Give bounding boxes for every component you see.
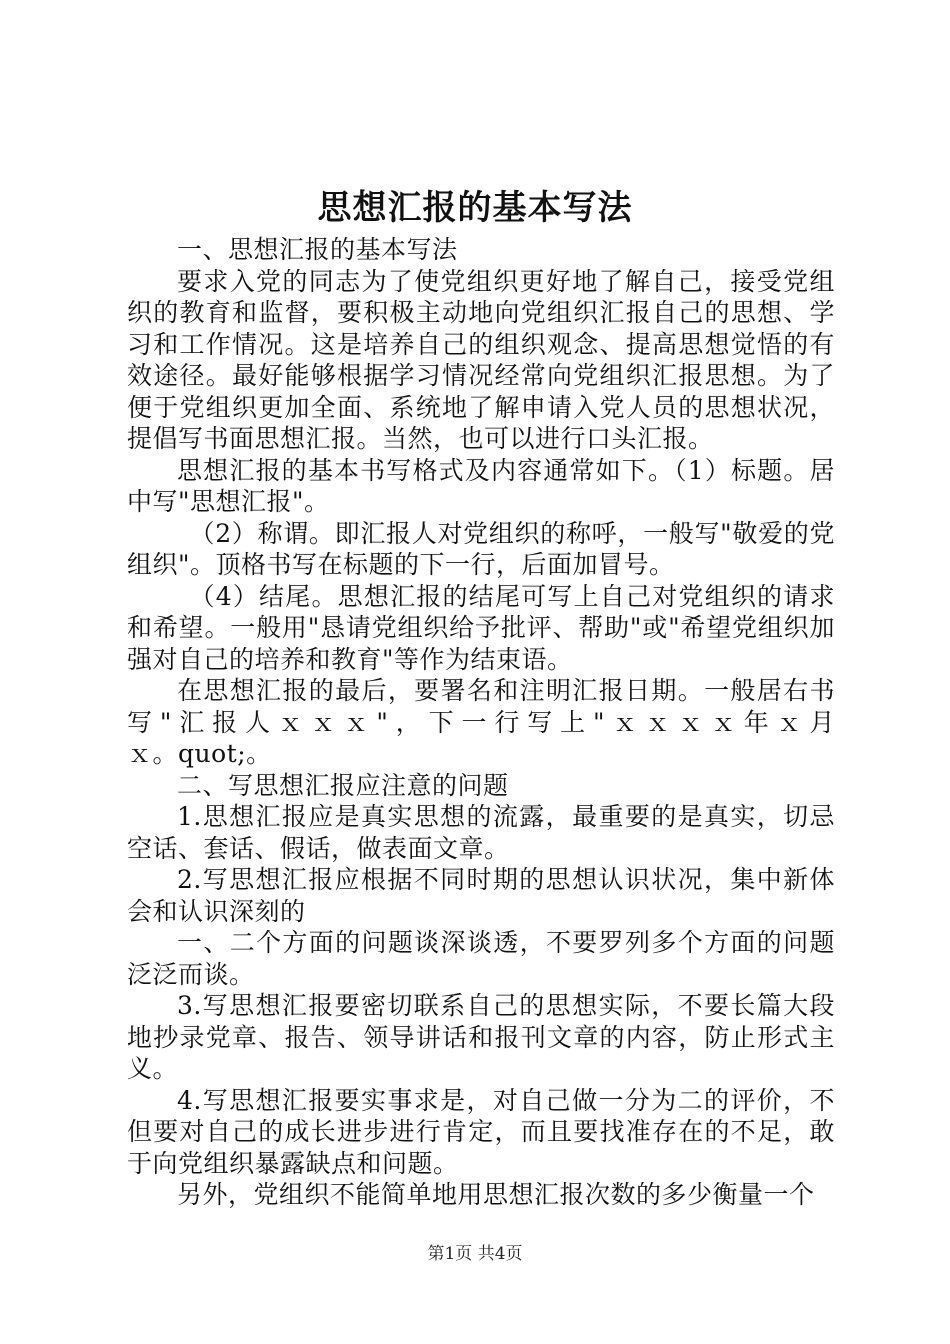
document-body — [127, 234, 835, 1211]
list-item: 2.写思想汇报应根据不同时期的思想认识状况，集中新体会和认识深刻的 — [127, 865, 835, 926]
paragraph: （2）称谓。即汇报人对党组织的称呼，一般写"敬爱的党组织"。顶格书写在标题的下一行，后面加冒号。 — [127, 518, 835, 579]
section-heading-1: 一、思想汇报的基本写法 — [177, 235, 458, 264]
paragraph: 在思想汇报的最后，要署名和注明汇报日期。一般居右书写"汇报人ｘｘｘ"，下一行写上"ｘｘｘｘ年ｘ月 — [127, 676, 835, 737]
paragraph: 另外，党组织不能简单地用思想汇报次数的多少衡量一个 — [177, 1180, 815, 1209]
list-item-continuation: 一、二个方面的问题谈深谈透，不要罗列多个方面的问题泛泛而谈。 — [127, 928, 835, 989]
document-title: 思想汇报的基本写法 — [317, 188, 633, 228]
paragraph: （4）结尾。思想汇报的结尾可写上自己对党组织的请求和希望。一般用"恳请党组织给予批评、帮助"或"希望党组织加强对自己的培养和教育"等作为结束语。 — [127, 581, 835, 674]
section-heading-2: 二、写思想汇报应注意的问题 — [177, 770, 509, 800]
paragraph: 要求入党的同志为了使党组织更好地了解自己，接受党组织的教育和监督，要积极主动地向党组织汇报自己的思想、学习和工作情况。这是培养自己的组织观念、提高思想觉悟的有效途径。最好能够根据学习情况经常向党组织汇报思想。为了便于党组织更加全面、系统地了解申请入党人员的思想状况，提倡写书面思想汇报。当然，也可以进行口头汇报。 — [127, 266, 835, 453]
list-item: 1.思想汇报应是真实思想的流露，最重要的是真实，切忌空话、套话、假话，做表面文章。 — [127, 802, 835, 863]
page-number: 第1页 共4页 — [427, 1244, 523, 1264]
list-item: 3.写思想汇报要密切联系自己的思想实际，不要长篇大段地抄录党章、报告、领导讲话和报刊文章的内容，防止形式主义。 — [127, 991, 835, 1083]
paragraph-continuation: ｘ。quot;。 — [127, 739, 272, 768]
paragraph: 思想汇报的基本书写格式及内容通常如下。（1）标题。居中写"思想汇报"。 — [127, 455, 835, 516]
list-item: 4.写思想汇报要实事求是，对自己做一分为二的评价，不但要对自己的成长进步进行肯定，而且要找准存在的不足，敢于向党组织暴露缺点和问题。 — [127, 1085, 835, 1178]
